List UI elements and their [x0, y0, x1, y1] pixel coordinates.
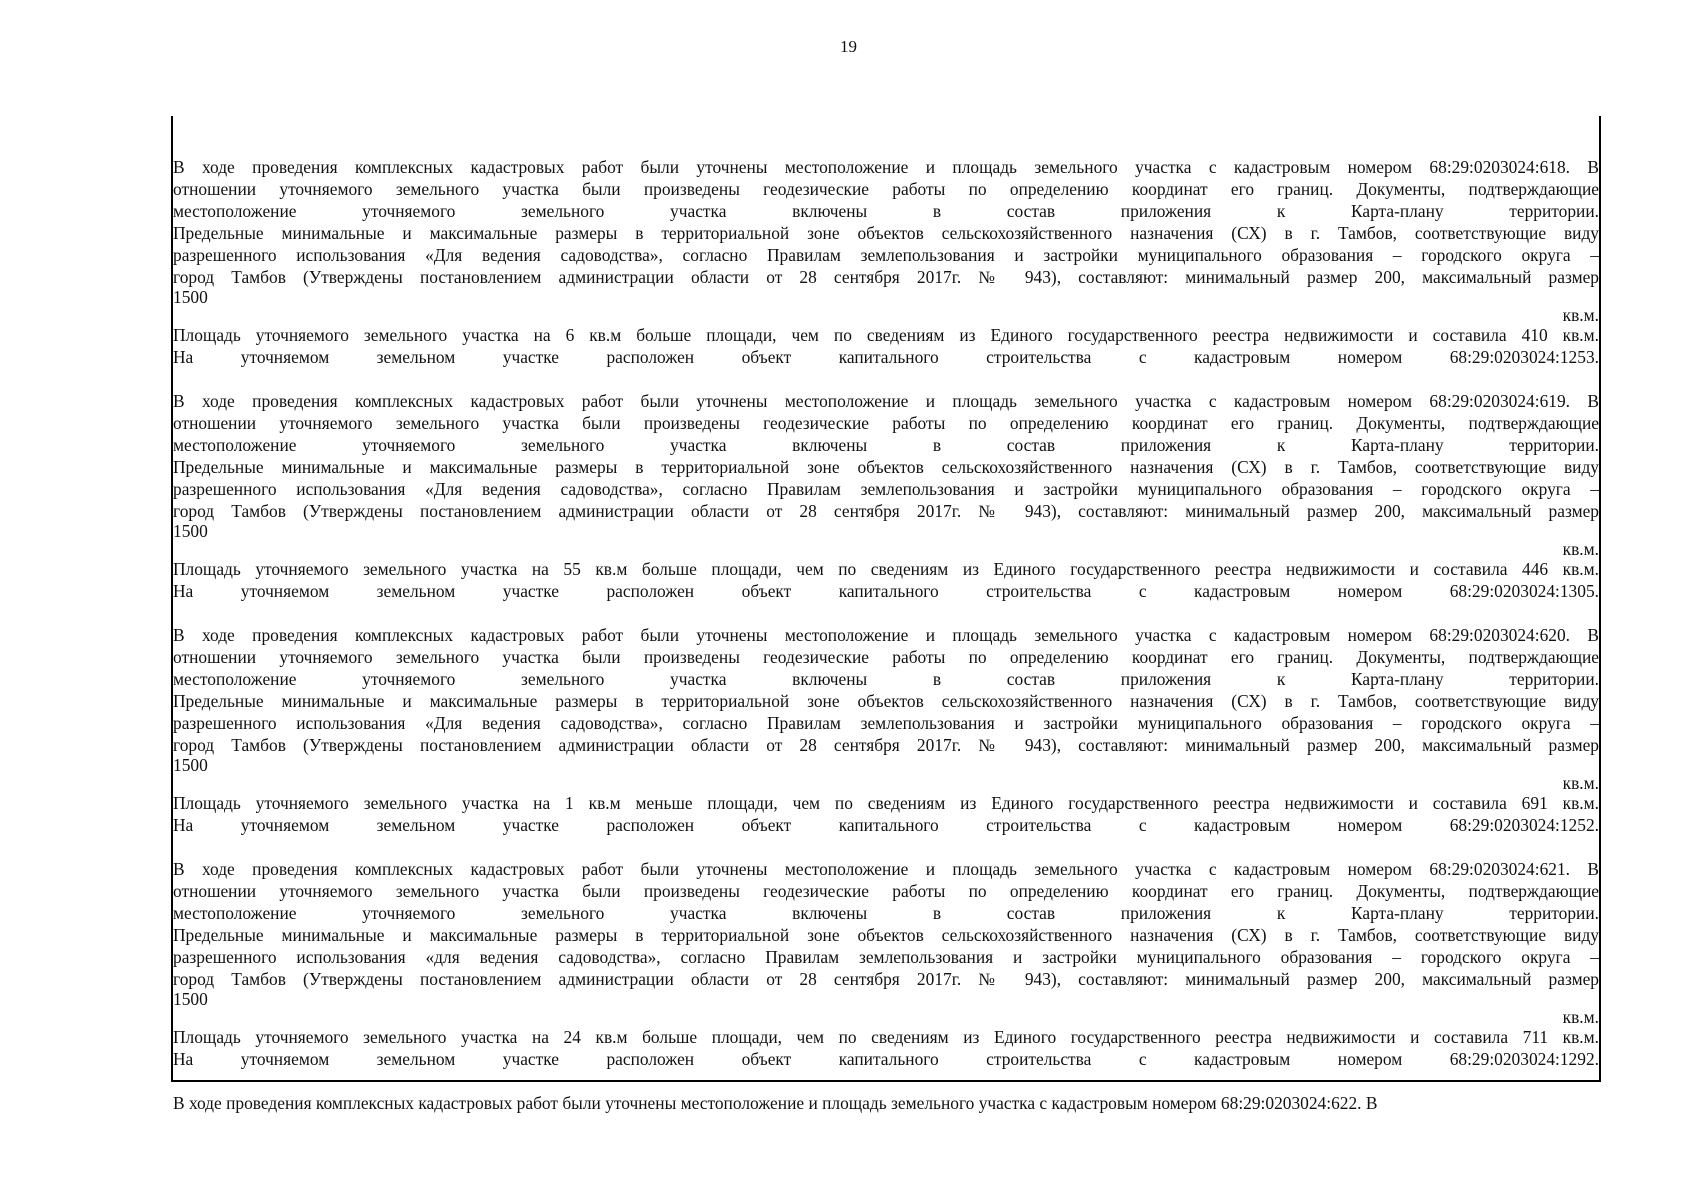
text-line: разрешенного использования «Для ведения садоводства», согласно Правилам землепользования и застройки муниципального образования – городского округа –	[173, 713, 1599, 733]
parcel-paragraph-618	[173, 156, 1599, 368]
parcel-paragraph-619	[173, 390, 1599, 602]
text-line: 1500	[173, 990, 208, 1008]
text-line: В ходе проведения комплексных кадастровых работ были уточнены местоположение и площадь земельного участка с кадастровым номером 68:29:0203024:618. В	[173, 157, 1599, 177]
text-line: Предельные минимальные и максимальные размеры в территориальной зоне объектов сельскохозяйственного назначения (СХ) в г. Тамбов, соответствующие виду	[173, 691, 1599, 711]
text-line: Площадь уточняемого земельного участка на 6 кв.м больше площади, чем по сведениям из Единого государственного реестра недвижимости и составила 410 кв.м.	[173, 325, 1599, 345]
text-line: кв.м.	[1562, 540, 1599, 558]
text-line: отношении уточняемого земельного участка были произведены геодезические работы по определению координат его границ. Документы, подтверждающие	[173, 179, 1599, 199]
text-line: Площадь уточняемого земельного участка на 55 кв.м больше площади, чем по сведениям из Единого государственного реестра недвижимости и составила 446 кв.м.	[173, 559, 1599, 579]
text-line: местоположение уточняемого земельного участка включены в состав приложения к Карта-плану территории.	[173, 201, 1599, 221]
text-line: город Тамбов (Утверждены постановлением администрации области от 28 сентября 2017г. № 943), составляют: минимальный размер 200, максимальный размер	[173, 969, 1599, 989]
document-body	[173, 156, 1599, 1136]
text-line: На уточняемом земельном участке расположен объект капитального строительства с кадастровым номером 68:29:0203024:1305.	[173, 581, 1599, 601]
text-line: местоположение уточняемого земельного участка включены в состав приложения к Карта-плану территории.	[173, 435, 1599, 455]
text-line: кв.м.	[1562, 774, 1599, 792]
text-line: местоположение уточняемого земельного участка включены в состав приложения к Карта-плану территории.	[173, 669, 1599, 689]
text-line: разрешенного использования «Для ведения садоводства», согласно Правилам землепользования и застройки муниципального образования – городского округа –	[173, 479, 1599, 499]
text-line: разрешенного использования «для ведения садоводства», согласно Правилам землепользования и застройки муниципального образования – городского округа –	[173, 947, 1599, 967]
text-line: На уточняемом земельном участке расположен объект капитального строительства с кадастровым номером 68:29:0203024:1253.	[173, 347, 1599, 367]
text-line: кв.м.	[1562, 1008, 1599, 1026]
text-line: Предельные минимальные и максимальные размеры в территориальной зоне объектов сельскохозяйственного назначения (СХ) в г. Тамбов, соответствующие виду	[173, 223, 1599, 243]
parcel-paragraph-620	[173, 624, 1599, 836]
text-line: Площадь уточняемого земельного участка на 24 кв.м больше площади, чем по сведениям из Единого государственного реестра недвижимости и составила 711 кв.м.	[173, 1027, 1599, 1047]
page-number: 19	[840, 37, 857, 56]
parcel-paragraph-621	[173, 858, 1599, 1070]
text-line: разрешенного использования «Для ведения садоводства», согласно Правилам землепользования и застройки муниципального образования – городского округа –	[173, 245, 1599, 265]
text-line: На уточняемом земельном участке расположен объект капитального строительства с кадастровым номером 68:29:0203024:1252.	[173, 815, 1599, 835]
text-line: В ходе проведения комплексных кадастровых работ были уточнены местоположение и площадь земельного участка с кадастровым номером 68:29:0203024:621. В	[173, 859, 1599, 879]
text-line: 1500	[173, 522, 208, 540]
text-line: Предельные минимальные и максимальные размеры в территориальной зоне объектов сельскохозяйственного назначения (СХ) в г. Тамбов, соответствующие виду	[173, 457, 1599, 477]
text-line: город Тамбов (Утверждены постановлением администрации области от 28 сентября 2017г. № 943), составляют: минимальный размер 200, максимальный размер	[173, 735, 1599, 755]
text-line: В ходе проведения комплексных кадастровых работ были уточнены местоположение и площадь земельного участка с кадастровым номером 68:29:0203024:620. В	[173, 625, 1599, 645]
text-line: 1500	[173, 756, 208, 774]
text-line: местоположение уточняемого земельного участка включены в состав приложения к Карта-плану территории.	[173, 903, 1599, 923]
text-line: город Тамбов (Утверждены постановлением администрации области от 28 сентября 2017г. № 943), составляют: минимальный размер 200, максимальный размер	[173, 501, 1599, 521]
text-line: Предельные минимальные и максимальные размеры в территориальной зоне объектов сельскохозяйственного назначения (СХ) в г. Тамбов, соответствующие виду	[173, 925, 1599, 945]
text-line: В ходе проведения комплексных кадастровых работ были уточнены местоположение и площадь земельного участка с кадастровым номером 68:29:0203024:619. В	[173, 391, 1599, 411]
text-line: кв.м.	[1562, 306, 1599, 324]
text-line: На уточняемом земельном участке расположен объект капитального строительства с кадастровым номером 68:29:0203024:1292.	[173, 1049, 1599, 1069]
text-line: Площадь уточняемого земельного участка на 1 кв.м меньше площади, чем по сведениям из Единого государственного реестра недвижимости и составила 691 кв.м.	[173, 793, 1599, 813]
text-line: отношении уточняемого земельного участка были произведены геодезические работы по определению координат его границ. Документы, подтверждающие	[173, 647, 1599, 667]
text-line: 1500	[173, 288, 208, 306]
text-line: отношении уточняемого земельного участка были произведены геодезические работы по определению координат его границ. Документы, подтверждающие	[173, 881, 1599, 901]
parcel-paragraph-622	[173, 1092, 1599, 1114]
text-line: город Тамбов (Утверждены постановлением администрации области от 28 сентября 2017г. № 943), составляют: минимальный размер 200, максимальный размер	[173, 267, 1599, 287]
text-line: отношении уточняемого земельного участка были произведены геодезические работы по определению координат его границ. Документы, подтверждающие	[173, 413, 1599, 433]
text-line: В ходе проведения комплексных кадастровых работ были уточнены местоположение и площадь земельного участка с кадастровым номером 68:29:0203024:622. В	[173, 1093, 1378, 1113]
